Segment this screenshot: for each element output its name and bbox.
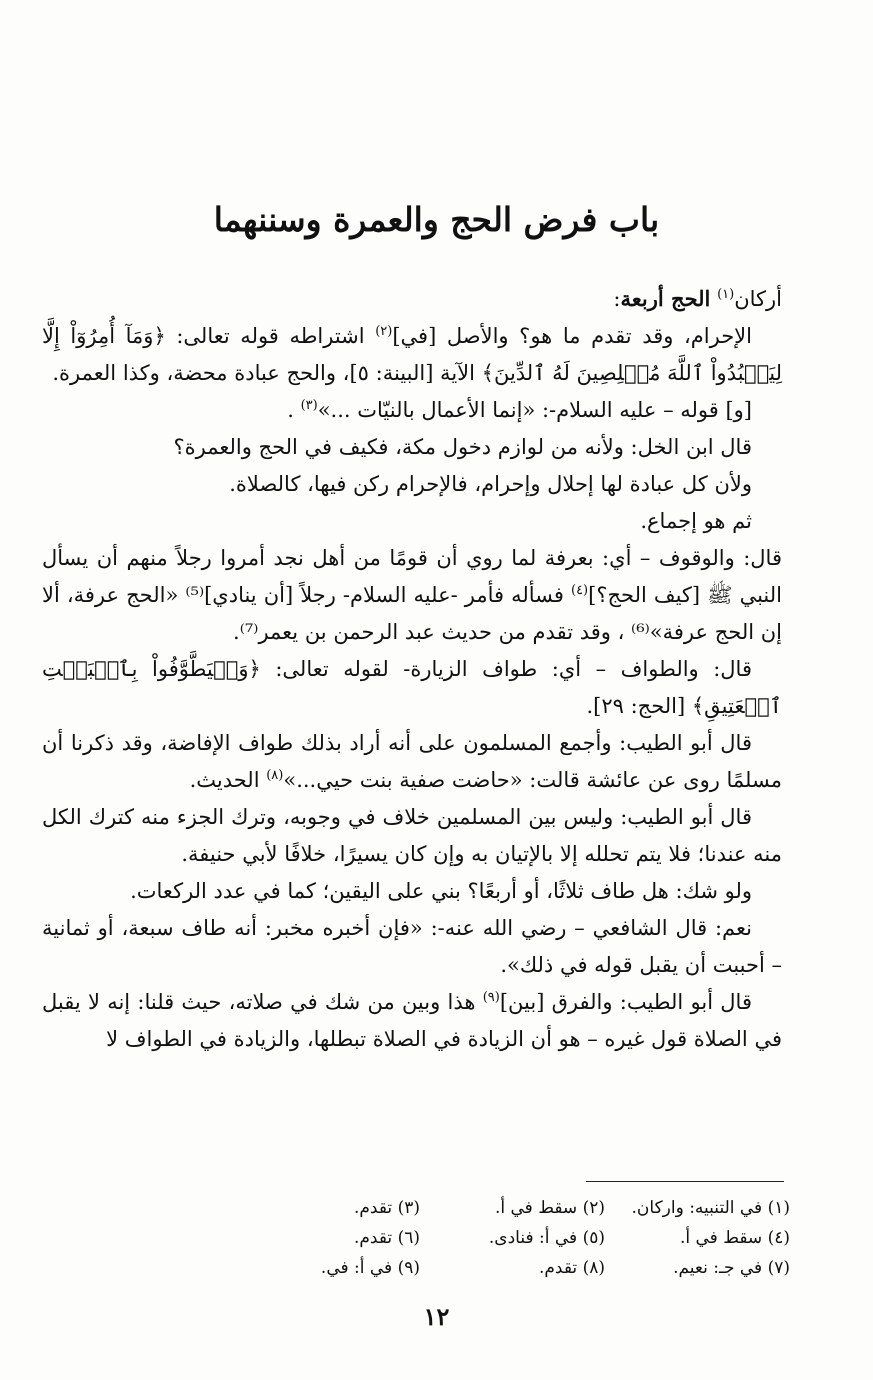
- paragraph: ثم هو إجماع.: [640, 509, 752, 533]
- paragraph: قال: والوقوف – أي: بعرفة لما روي أن قومًا من أهل نجد أمروا رجلاً منهم أن يسأل النبي ﷺ [كيف الحج؟]$^{(٤)}$ فسأله فأمر -عليه السلام- رجلاً [أن ينادي]⁽⁵⁾ «الحج عرفة، ألا إن الحج عرفة»⁽⁶⁾ ، وقد تقدم من حديث عبد الرحمن بن يعمر⁽⁷⁾.: [42, 546, 782, 644]
- footnotes: [200, 1193, 790, 1283]
- footnote-marker: (١): [717, 287, 735, 302]
- main-text: [42, 280, 782, 1058]
- footnote-marker: (٩): [482, 990, 500, 1005]
- footnote-marker: (٣): [300, 398, 318, 413]
- footnote-row: [200, 1193, 790, 1223]
- paragraph: ولأن كل عبادة لها إحلال وإحرام، فالإحرام ركن فيها، كالصلاة.: [229, 472, 752, 496]
- paragraph: قال ابن الخل: ولأنه من لوازم دخول مكة، فكيف في الحج والعمرة؟: [173, 435, 752, 459]
- paragraph: قال أبو الطيب: وأجمع المسلمون على أنه أراد بذلك طواف الإفاضة، وقد ذكرنا أن مسلمًا روى عن عائشة قالت: «حاضت صفية بنت حيي...»$^{(٨)}$ الحديث.: [42, 731, 782, 792]
- paragraph: نعم: قال الشافعي – رضي الله عنه-: «فإن أخبره مخبر: أنه طاف سبعة، أو ثمانية – أحببت أن يقبل قوله في ذلك».: [42, 916, 782, 977]
- paragraph: قال أبو الطيب: والفرق [بين]$^{(٩)}$ هذا وبين من شك في صلاته، حيث قلنا: إنه لا يقبل في الصلاة قول غيره – هو أن الزيادة في الصلاة تبطلها، والزيادة في الطواف لا: [42, 990, 782, 1051]
- footnote: (٩) في أ: في.: [320, 1258, 420, 1278]
- paragraph: قال: والطواف – أي: طواف الزيارة- لقوله تعالى: ﴿وَلۡيَطَّوَّفُواْ بِٱلۡبَيۡتِ ٱلۡعَتِيقِ﴾ [الحج: ٢٩].: [42, 657, 782, 718]
- paragraph: الإحرام، وقد تقدم ما هو؟ والأصل [في]$^{(٢)}$ اشتراطه قوله تعالى: ﴿وَمَآ أُمِرُوٓاْ إِلَّا لِيَعۡبُدُواْ ٱللَّهَ مُخۡلِصِينَ لَهُ ٱلدِّينَ﴾ الآية [البينة: ٥]، والحج عبادة محضة، وكذا العمرة.: [42, 324, 782, 385]
- paragraph: قال أبو الطيب: وليس بين المسلمين خلاف في وجوبه، وترك الجزء منه كترك الكل منه عندنا؛ فلا يتم تحلله إلا بالإتيان به وإن كان يسيرًا، خلافًا لأبي حنيفة.: [42, 805, 782, 866]
- footnote-marker: (٢): [375, 324, 393, 339]
- footnote: (٨) تقدم.: [538, 1258, 605, 1278]
- footnote-row: [200, 1253, 790, 1283]
- footnote: (٤) سقط في أ.: [679, 1228, 790, 1248]
- footnote: (٥) في أ: فنادى.: [488, 1228, 605, 1248]
- chapter-title: باب فرض الحج والعمرة وسننهما: [213, 200, 660, 239]
- footnote: (١) في التنبيه: واركان.: [631, 1198, 790, 1218]
- footnote: (٣) تقدم.: [353, 1198, 420, 1218]
- paragraph: ولو شك: هل طاف ثلاثًا، أو أربعًا؟ بني على اليقين؛ كما في عدد الركعات.: [130, 879, 752, 903]
- footnote-divider: [586, 1181, 784, 1182]
- page-number: ١٢: [423, 1302, 450, 1331]
- footnote: (٢) سقط في أ.: [494, 1198, 605, 1218]
- footnote-marker: (٤): [570, 583, 589, 598]
- footnote-marker: (٨): [266, 768, 284, 783]
- paragraph: [و] قوله – عليه السلام-: «إنما الأعمال بالنيّات ...»$^{(٣)}$ .: [287, 398, 752, 422]
- paragraph: أركان$^{(١)}$ الحج أربعة:: [613, 286, 782, 311]
- footnote: (٧) في جـ: نعيم.: [673, 1258, 790, 1278]
- footnote: (٦) تقدم.: [353, 1228, 420, 1248]
- footnote-row: [200, 1223, 790, 1253]
